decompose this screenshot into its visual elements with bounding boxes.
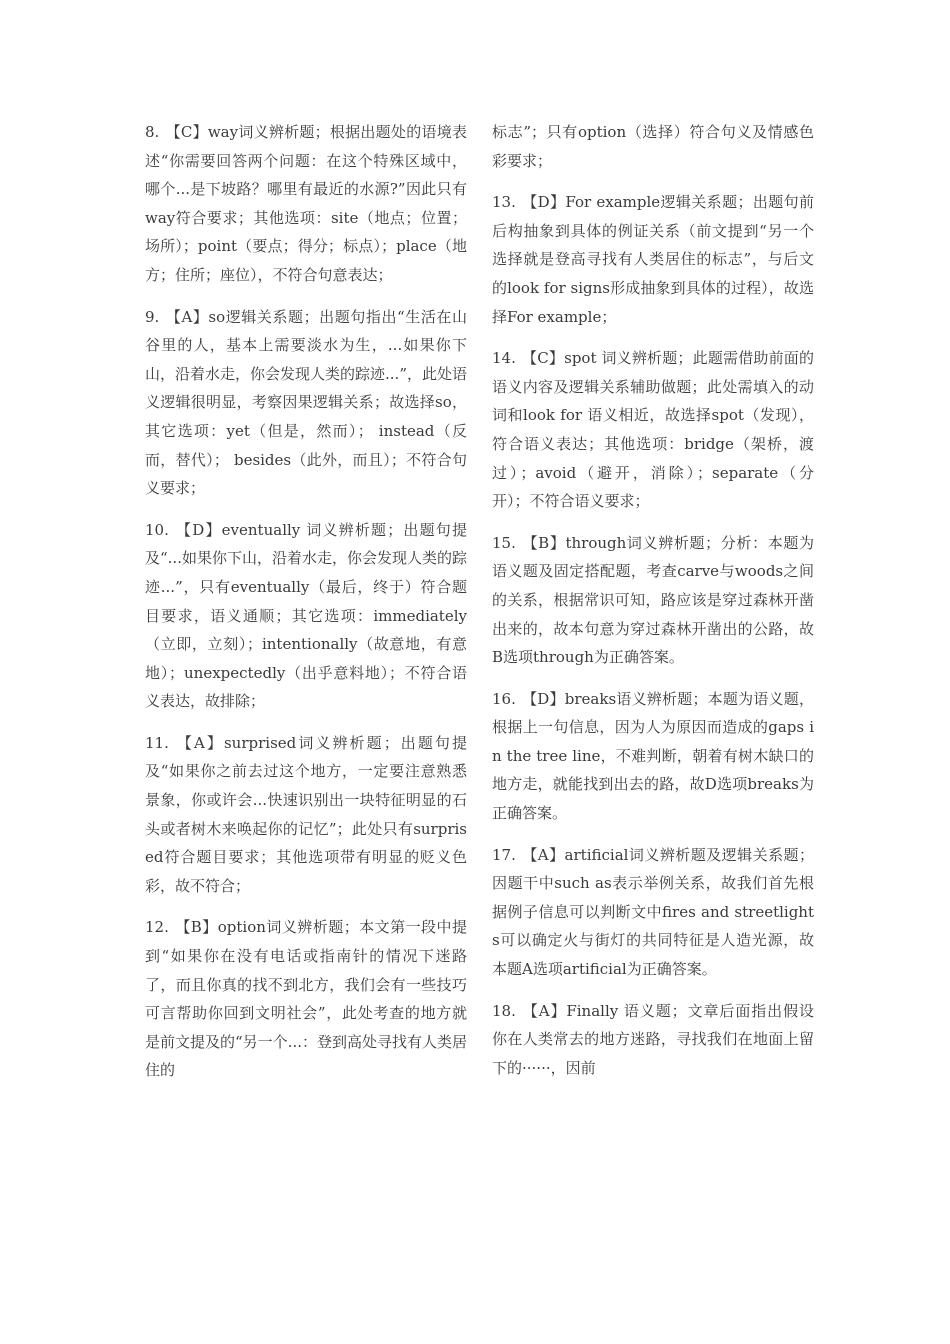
item-number: 10. xyxy=(145,520,169,539)
item-text: 【A】Finally 语义题；文章后面指出假设你在人类常去的地方迷路，寻找我们在地面上留下的······，因前 xyxy=(492,1001,814,1077)
item-text: 【A】artificial词义辨析题及逻辑关系题；因题干中such as表示举例关系，故我们首先根据例子信息可以判断文中fires and streetlights可以确定火与街灯的共同特征是人造光源，故本题A选项artificial为正确答案。 xyxy=(492,845,814,979)
right-column xyxy=(492,118,814,1095)
item-text: 【D】breaks语义辨析题；本题为语义题，根据上一句信息，因为人为原因而造成的gaps in the tree line，不难判断，朝着有树木缺口的地方走，就能找到出去的路，故D选项breaks为正确答案。 xyxy=(492,689,814,823)
answer-item xyxy=(145,729,467,901)
item-number: 9. xyxy=(145,307,160,326)
item-number: 11. xyxy=(145,733,169,752)
item-text: 【A】so逻辑关系题；出题句指出“生活在山谷里的人，基本上需要淡水为生，...如果你下山，沿着水走，你会发现人类的踪迹...”，此处语义逻辑很明显，考察因果逻辑关系；故选择so，其它选项：yet（但是，然而）； instead（反而，替代）； besides（此外，而且）；不符合句义要求； xyxy=(145,307,467,498)
item-text: 【C】spot 词义辨析题；此题需借助前面的语义内容及逻辑关系辅助做题；此处需填入的动词和look for 语义相近，故选择spot（发现），符合语义表达；其他选项：bridge（架桥，渡过）；avoid（避开，消除）；separate（分开）；不符合语义要求； xyxy=(492,349,814,511)
answer-item-continuation xyxy=(492,118,814,175)
item-text: 【D】eventually 词义辨析题；出题句提及“...如果你下山，沿着水走，你会发现人类的踪迹...”，只有eventually（最后，终于）符合题目要求，语义通顺；其它选项：immediately（立即，立刻）；intentionally（故意地，有意地）；unexpectedly（出乎意料地）；不符合语义表达，故排除； xyxy=(145,520,467,711)
answer-item xyxy=(492,997,814,1083)
answer-item xyxy=(492,685,814,828)
item-text: 【B】through词义辨析题；分析：本题为语义题及固定搭配题，考查carve与woods之间的关系，根据常识可知，路应该是穿过森林开凿出来的，故本句意为穿过森林开凿出的公路，故B选项through为正确答案。 xyxy=(492,533,814,667)
answer-item xyxy=(145,118,467,290)
answer-item xyxy=(145,303,467,503)
item-number: 12. xyxy=(145,918,169,937)
answer-item xyxy=(492,188,814,331)
item-text: 【C】way词义辨析题；根据出题处的语境表述“你需要回答两个问题：在这个特殊区域中，哪个...是下坡路？哪里有最近的水源?”因此只有way符合要求；其他选项：site（地点；位置；场所）；point（要点；得分；标点）；place（地方；住所；座位），不符合句意表达； xyxy=(145,123,467,284)
item-number: 14. xyxy=(492,349,516,368)
answer-item xyxy=(492,529,814,672)
item-number: 13. xyxy=(492,193,516,212)
item-number: 18. xyxy=(492,1001,516,1020)
item-number: 8. xyxy=(145,123,160,141)
answer-item xyxy=(145,516,467,716)
answer-item xyxy=(492,344,814,516)
item-text: 【B】option词义辨析题；本文第一段中提到“如果你在没有电话或指南针的情况下迷路了，而且你真的找不到北方，我们会有一些技巧可言帮助你回到文明社会”，此处考查的地方就是前文提及的“另一个...：登到高处寻找有人类居住的 xyxy=(145,918,467,1080)
item-text: 【D】For example逻辑关系题；出题句前后构抽象到具体的例证关系（前文提到“另一个选择就是登高寻找有人类居住的标志”，与后文的look for signs形成抽象到具体的过程），故选择For example； xyxy=(492,193,814,326)
item-number: 15. xyxy=(492,533,516,552)
item-number: 16. xyxy=(492,689,516,708)
item-text: 标志”；只有option（选择）符合句义及情感色彩要求； xyxy=(492,123,814,170)
answer-item xyxy=(492,841,814,984)
item-text: 【A】surprised词义辨析题；出题句提及“如果你之前去过这个地方，一定要注意熟悉景象，你或许会...快速识别出一块特征明显的石头或者树木来唤起你的记忆”；此处只有surprised符合题目要求；其他选项带有明显的贬义色彩，故不符合； xyxy=(145,733,467,895)
item-number: 17. xyxy=(492,845,516,864)
left-column xyxy=(145,118,467,1098)
answer-item xyxy=(145,913,467,1085)
